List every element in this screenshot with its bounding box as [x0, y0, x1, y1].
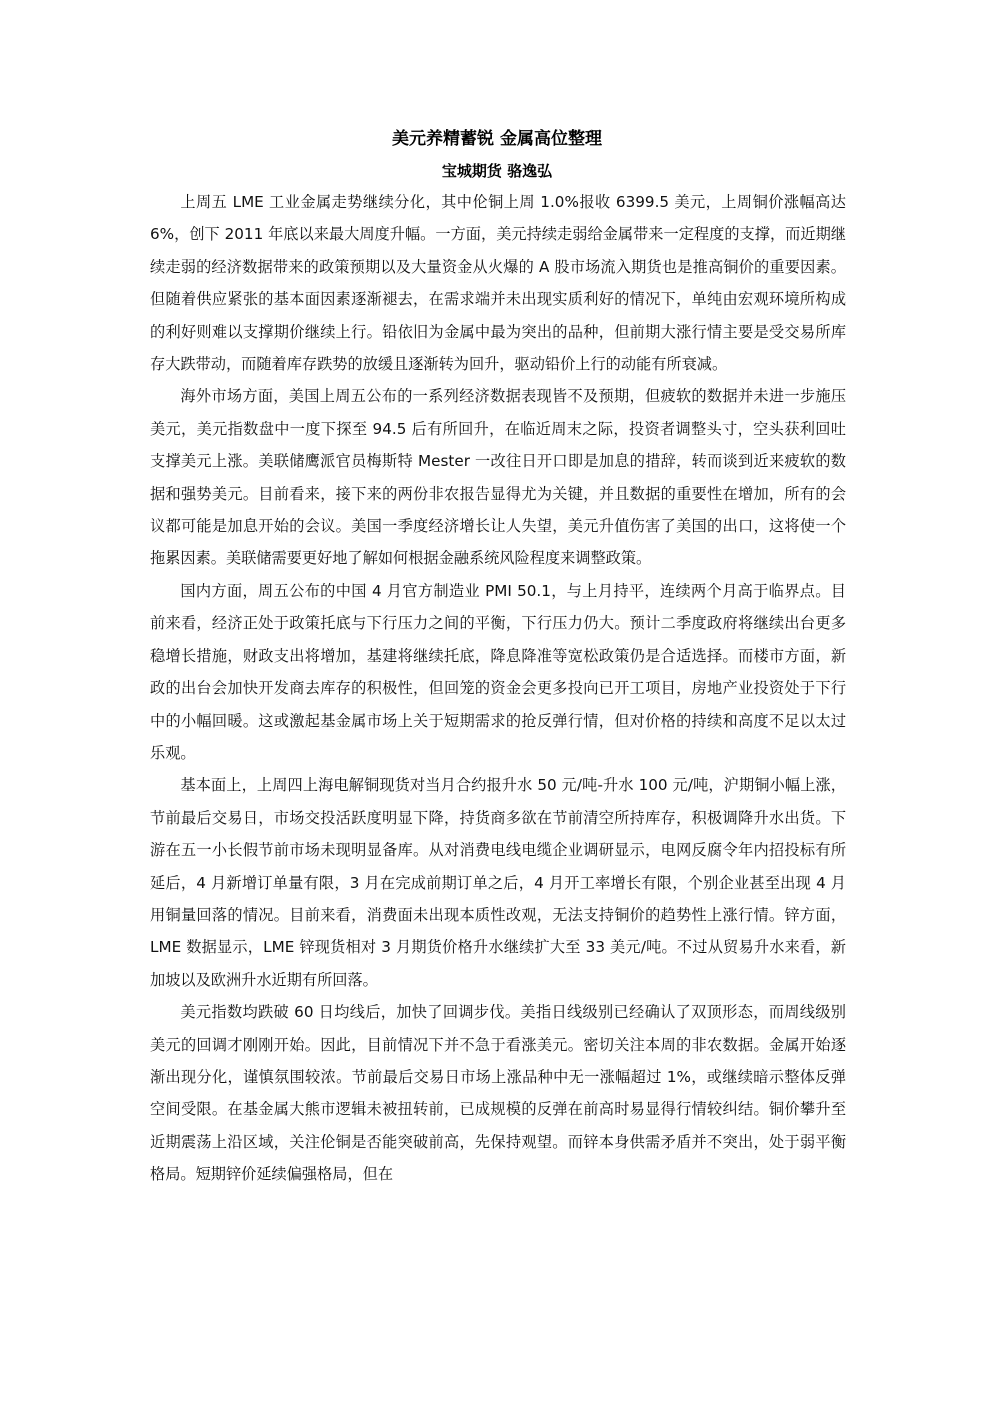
- paragraph: 基本面上，上周四上海电解铜现货对当月合约报升水 50 元/吨-升水 100 元/吨，沪期铜小幅上涨，节前最后交易日，市场交投活跃度明显下降，持货商多欲在节前清空所持库存，积极调降升水出货。下游在五一小长假节前市场未现明显备库。从对消费电线电缆企业调研显示，电网反腐令年内招投标有所延后，4 月新增订单量有限，3 月在完成前期订单之后，4 月开工率增长有限，个别企业甚至出现 4 月用铜量回落的情况。目前来看，消费面未出现本质性改观，无法支持铜价的趋势性上涨行情。锌方面，LME 数据显示，LME 锌现货相对 3 月期货价格升水继续扩大至 33 美元/吨。不过从贸易升水来看，新加坡以及欧洲升水近期有所回落。: [150, 776, 846, 989]
- document-header: [150, 126, 844, 184]
- paragraph: 上周五 LME 工业金属走势继续分化，其中伦铜上周 1.0%报收 6399.5 美元，上周铜价涨幅高达 6%，创下 2011 年底以来最大周度升幅。一方面，美元持续走弱给金属带来一定程度的支撑，而近期继续走弱的经济数据带来的政策预期以及大量资金从火爆的 A 股市场流入期货也是推高铜价的重要因素。但随着供应紧张的基本面因素逐渐褪去，在需求端并未出现实质利好的情况下，单纯由宏观环境所构成的利好则难以支撑期价继续上行。铅依旧为金属中最为突出的品种，但前期大涨行情主要是受交易所库存大跌带动，而随着库存跌势的放缓且逐渐转为回升，驱动铅价上行的动能有所衰减。: [150, 193, 846, 374]
- paragraph: 美元指数均跌破 60 日均线后，加快了回调步伐。美指日线级别已经确认了双顶形态，而周线级别美元的回调才刚刚开始。因此，目前情况下并不急于看涨美元。密切关注本周的非农数据。金属开始逐渐出现分化，谨慎氛围较浓。节前最后交易日市场上涨品种中无一涨幅超过 1%，或继续暗示整体反弹空间受限。在基金属大熊市逻辑未被扭转前，已成规模的反弹在前高时易显得行情较纠结。铜价攀升至近期震荡上沿区域，关注伦铜是否能突破前高，先保持观望。而锌本身供需矛盾并不突出，处于弱平衡格局。短期锌价延续偏强格局，但在: [150, 1003, 846, 1184]
- paragraph: 国内方面，周五公布的中国 4 月官方制造业 PMI 50.1，与上月持平，连续两个月高于临界点。目前来看，经济正处于政策托底与下行压力之间的平衡，下行压力仍大。预计二季度政府将继续出台更多稳增长措施，财政支出将增加，基建将继续托底，降息降准等宽松政策仍是合适选择。而楼市方面，新政的出台会加快开发商去库存的积极性，但回笼的资金会更多投向已开工项目，房地产业投资处于下行中的小幅回暖。这或激起基金属市场上关于短期需求的抢反弹行情，但对价格的持续和高度不足以太过乐观。: [150, 581, 846, 762]
- document-body: [150, 186, 846, 1191]
- document-author: 宝城期货 骆逸弘: [441, 162, 553, 180]
- paragraph: 海外市场方面，美国上周五公布的一系列经济数据表现皆不及预期，但疲软的数据并未进一步施压美元，美元指数盘中一度下探至 94.5 后有所回升，在临近周末之际，投资者调整头寸，空头获利回吐支撑美元上涨。美联储鹰派官员梅斯特 Mester 一改往日开口即是加息的措辞，转而谈到近来疲软的数据和强势美元。目前看来，接下来的两份非农报告显得尤为关键，并且数据的重要性在增加，所有的会议都可能是加息开始的会议。美国一季度经济增长让人失望，美元升值伤害了美国的出口，这将使一个拖累因素。美联储需要更好地了解如何根据金融系统风险程度来调整政策。: [150, 387, 846, 568]
- document-title: 美元养精蓄锐 金属高位整理: [392, 129, 602, 149]
